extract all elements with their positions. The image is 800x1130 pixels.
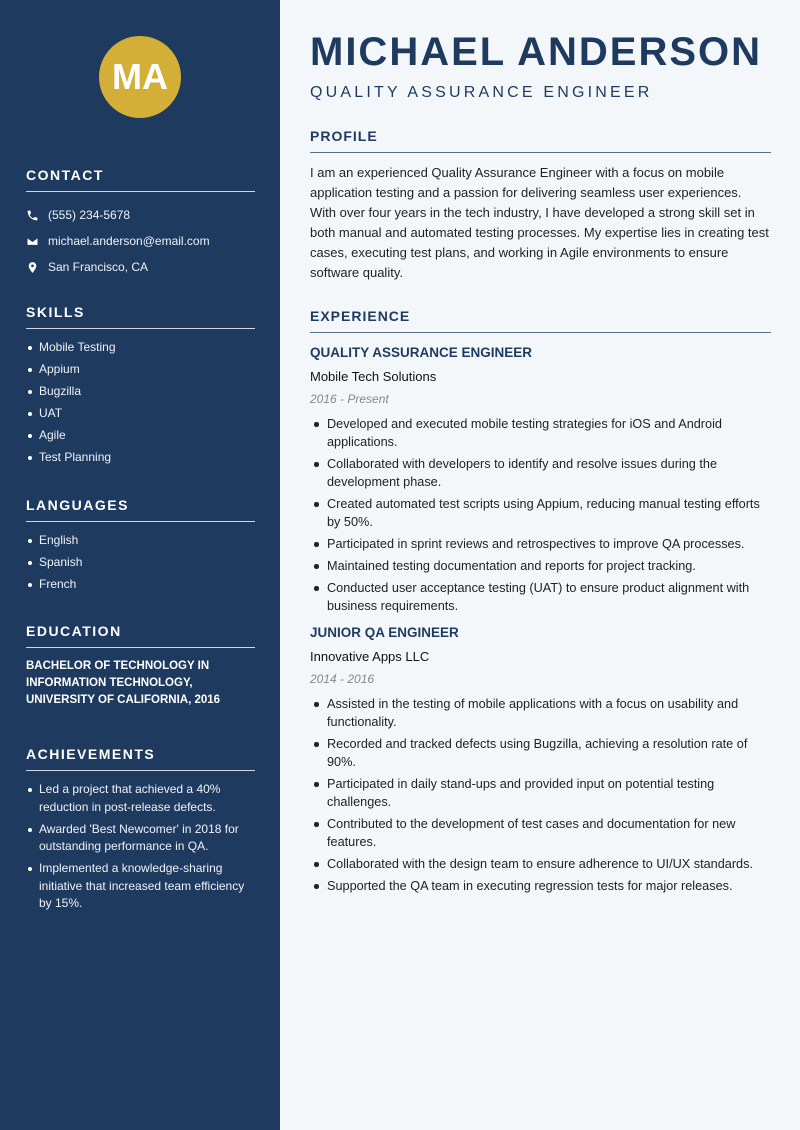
skill-item: Appium — [26, 361, 255, 379]
job-dates: 2016 - Present — [310, 392, 389, 406]
job-dates: 2014 - 2016 — [310, 672, 375, 686]
skills-section — [26, 304, 255, 471]
skill-item: UAT — [26, 405, 255, 423]
job-bullet: Collaborated with developers to identify and resolve issues during the development phase. — [310, 455, 771, 491]
profile-section — [310, 128, 771, 283]
language-item: French — [26, 576, 255, 594]
location-pin-icon — [26, 261, 39, 274]
contact-heading: CONTACT — [26, 167, 255, 192]
language-item: Spanish — [26, 554, 255, 572]
job-bullet: Supported the QA team in executing regression tests for major releases. — [310, 877, 771, 895]
achievement-item: Led a project that achieved a 40% reduction in post-release defects. — [26, 781, 255, 816]
achievements-section — [26, 746, 255, 917]
experience-heading: EXPERIENCE — [310, 308, 771, 333]
job-bullet: Collaborated with the design team to ensure adherence to UI/UX standards. — [310, 855, 771, 873]
contact-email — [26, 228, 255, 254]
languages-heading: LANGUAGES — [26, 497, 255, 522]
job-bullet: Participated in sprint reviews and retrospectives to improve QA processes. — [310, 535, 771, 553]
phone-text: (555) 234-5678 — [48, 208, 131, 222]
email-icon — [26, 235, 39, 248]
languages-section — [26, 497, 255, 598]
job-bullet: Conducted user acceptance testing (UAT) to ensure product alignment with business requirements. — [310, 579, 771, 615]
contact-section — [26, 167, 255, 280]
location-text: San Francisco, CA — [48, 260, 149, 274]
job-bullet: Recorded and tracked defects using Bugzilla, achieving a resolution rate of 90%. — [310, 735, 771, 771]
contact-location — [26, 254, 255, 280]
skill-item: Agile — [26, 427, 255, 445]
achievement-item: Implemented a knowledge-sharing initiative that increased team efficiency by 15%. — [26, 860, 255, 913]
skill-item: Test Planning — [26, 449, 255, 467]
job-bullet: Created automated test scripts using Appium, reducing manual testing efforts by 50%. — [310, 495, 771, 531]
skill-item: Mobile Testing — [26, 339, 255, 357]
job-company: Mobile Tech Solutions — [310, 369, 437, 384]
achievement-item: Awarded 'Best Newcomer' in 2018 for outstanding performance in QA. — [26, 821, 255, 856]
job-bullet: Maintained testing documentation and reports for project tracking. — [310, 557, 771, 575]
skill-item: Bugzilla — [26, 383, 255, 401]
experience-section — [310, 308, 771, 899]
education-degree: BACHELOR OF TECHNOLOGY IN INFORMATION TECHNOLOGY, UNIVERSITY OF CALIFORNIA, 2016 — [26, 660, 221, 706]
email-text: michael.anderson@email.com — [48, 234, 210, 248]
contact-phone — [26, 202, 255, 228]
sidebar — [0, 0, 280, 1130]
phone-icon — [26, 209, 39, 222]
job-entry — [310, 625, 771, 895]
achievements-heading: ACHIEVEMENTS — [26, 746, 255, 771]
profile-text: I am an experienced Quality Assurance Engineer with a focus on mobile application testing and a passion for delivering seamless user experiences. With over four years in the tech industry, I have developed a strong skill set in both manual and automated testing processes. My expertise lies in creating test cases, executing test plans, and working in Agile environments to ensure software quality. — [310, 165, 769, 280]
skills-heading: SKILLS — [26, 304, 255, 329]
job-bullet: Developed and executed mobile testing strategies for iOS and Android applications. — [310, 415, 771, 451]
language-item: English — [26, 532, 255, 550]
job-role: JUNIOR QA ENGINEER — [310, 625, 459, 640]
job-bullet: Participated in daily stand-ups and provided input on potential testing challenges. — [310, 775, 771, 811]
job-bullet: Assisted in the testing of mobile applications with a focus on usability and functionality. — [310, 695, 771, 731]
full-name: MICHAEL ANDERSON — [310, 30, 763, 74]
job-company: Innovative Apps LLC — [310, 649, 430, 664]
avatar: MA — [99, 36, 181, 118]
job-bullet: Contributed to the development of test cases and documentation for new features. — [310, 815, 771, 851]
job-role: QUALITY ASSURANCE ENGINEER — [310, 345, 533, 360]
job-title: QUALITY ASSURANCE ENGINEER — [310, 84, 653, 101]
education-heading: EDUCATION — [26, 623, 255, 648]
education-section — [26, 623, 255, 709]
profile-heading: PROFILE — [310, 128, 771, 153]
job-entry — [310, 345, 771, 615]
